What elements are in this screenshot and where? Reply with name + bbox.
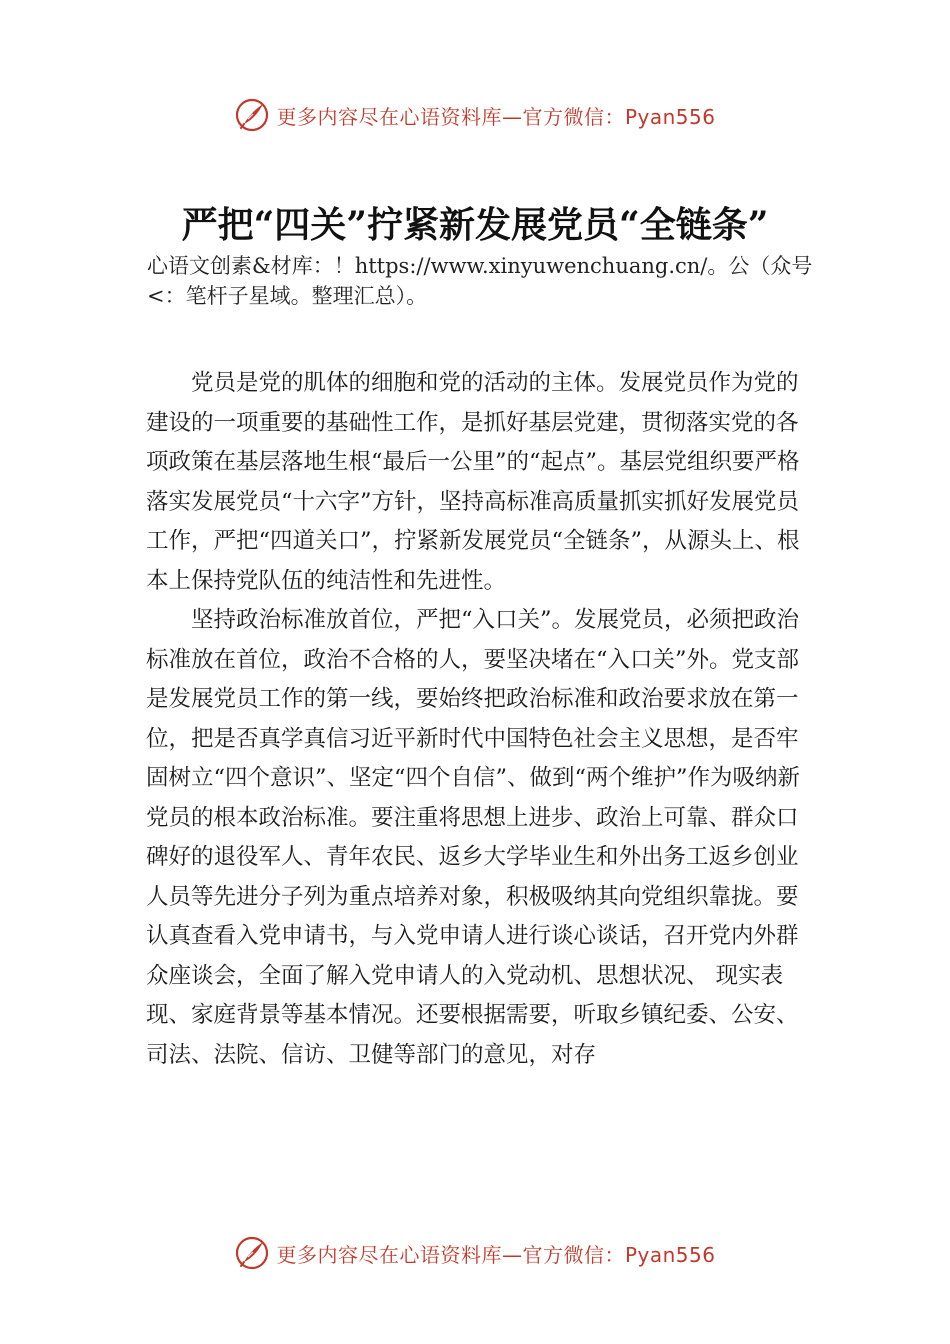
quill-pen-logo-icon xyxy=(234,97,270,133)
header-banner xyxy=(0,95,950,135)
footer-banner xyxy=(0,1233,950,1273)
quill-pen-logo-icon xyxy=(234,1235,270,1271)
paragraph: 坚持政治标准放首位，严把“入口关”。发展党员，必须把政治标准放在首位，政治不合格的人，要坚决堵在“入口关”外。党支部是发展党员工作的第一线，要始终把政治标准和政治要求放在第一位，把是否真学真信习近平新时代中国特色社会主义思想，是否牢固树立“四个意识”、坚定“四个自信”、做到“两个维护”作为吸纳新党员的根本政治标准。要注重将思想上进步、政治上可靠、群众口碑好的退役军人、青年农民、返乡大学毕业生和外出务工返乡创业人员等先进分子列为重点培养对象，积极吸纳其向党组织靠拢。要认真查看入党申请书，与入党申请人进行谈心谈话，召开党内外群众座谈会，全面了解入党申请人的入党动机、思想状况、 现实表现、家庭背景等基本情况。还要根据需要，听取乡镇纪委、公安、司法、法院、信访、卫健等部门的意见，对存 xyxy=(146,607,801,1068)
paragraph: 党员是党的肌体的细胞和党的活动的主体。发展党员作为党的建设的一项重要的基础性工作，是抓好基层党建，贯彻落实党的各项政策在基层落地生根“最后一公里”的“起点”。基层党组织要严格落实发展党员“十六字”方针，坚持高标准高质量抓实抓好发展党员工作，严把“四道关口”，拧紧新发展党员“全链条”，从源头上、根本上保持党队伍的纯洁性和先进性。 xyxy=(146,370,800,594)
footer-banner-text: 更多内容尽在心语资料库—官方微信：Pyan556 xyxy=(276,1242,716,1267)
source-line: 心语文创素&材库：！https://www.xinyuwenchuang.cn/。公（众号<：笔杆子星域。整理汇总）。 xyxy=(147,254,813,308)
document-body xyxy=(146,364,814,1075)
header-banner-text: 更多内容尽在心语资料库—官方微信：Pyan556 xyxy=(276,104,716,129)
document-title: 严把“四关”拧紧新发展党员“全链条” xyxy=(181,204,769,246)
